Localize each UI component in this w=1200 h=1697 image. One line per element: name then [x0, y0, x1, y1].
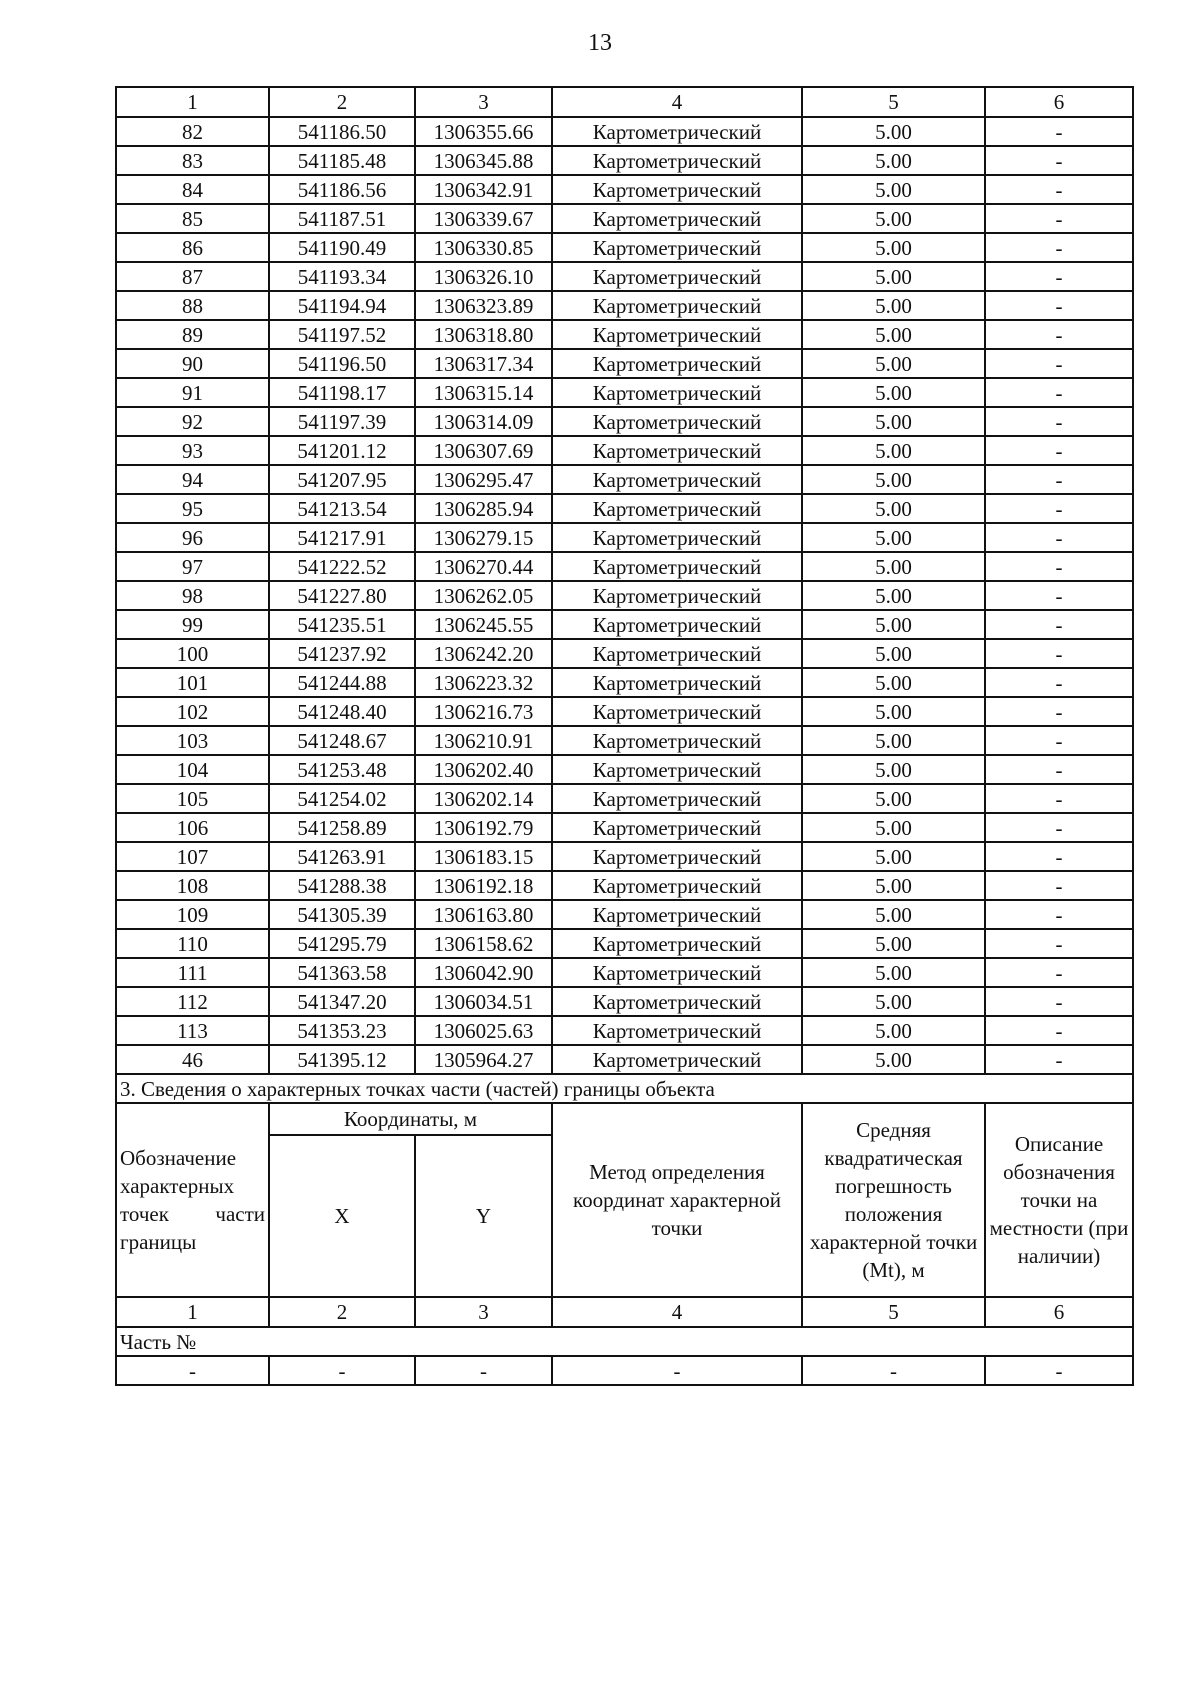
- mt-error: 5.00: [802, 1045, 985, 1074]
- description: -: [985, 987, 1133, 1016]
- description: -: [985, 349, 1133, 378]
- table-row: [116, 755, 1133, 784]
- mt-error: 5.00: [802, 668, 985, 697]
- section3-header-row: [116, 1103, 1133, 1135]
- description: -: [985, 233, 1133, 262]
- mt-error: 5.00: [802, 204, 985, 233]
- column-number: 3: [415, 1297, 552, 1327]
- column-number: 4: [552, 87, 802, 117]
- coord-y: 1306355.66: [415, 117, 552, 146]
- x-header: X: [269, 1135, 415, 1297]
- column-number: 5: [802, 87, 985, 117]
- point-number: 88: [116, 291, 269, 320]
- mt-error: 5.00: [802, 320, 985, 349]
- table-row: [116, 117, 1133, 146]
- mt-error: 5.00: [802, 784, 985, 813]
- table-row: [116, 871, 1133, 900]
- method: Картометрический: [552, 726, 802, 755]
- coord-y: 1306034.51: [415, 987, 552, 1016]
- point-number: 100: [116, 639, 269, 668]
- point-number: 84: [116, 175, 269, 204]
- point-number: 89: [116, 320, 269, 349]
- mt-error: 5.00: [802, 900, 985, 929]
- description: -: [985, 871, 1133, 900]
- table-row: [116, 581, 1133, 610]
- description: -: [985, 378, 1133, 407]
- description: -: [985, 407, 1133, 436]
- mt-error: 5.00: [802, 610, 985, 639]
- mt-error: 5.00: [802, 117, 985, 146]
- coordinates-header: Координаты, м: [269, 1103, 552, 1135]
- table-row: [116, 784, 1133, 813]
- description: -: [985, 465, 1133, 494]
- section3-title-row: [116, 1074, 1133, 1103]
- description: -: [985, 436, 1133, 465]
- mt-error: 5.00: [802, 291, 985, 320]
- table-row: [116, 813, 1133, 842]
- point-number: 82: [116, 117, 269, 146]
- method: Картометрический: [552, 204, 802, 233]
- method: Картометрический: [552, 639, 802, 668]
- description: -: [985, 494, 1133, 523]
- coord-x: 541363.58: [269, 958, 415, 987]
- coord-x: 541197.39: [269, 407, 415, 436]
- mt-error: 5.00: [802, 958, 985, 987]
- table-row: [116, 349, 1133, 378]
- point-number: 99: [116, 610, 269, 639]
- description: -: [985, 175, 1133, 204]
- description: -: [985, 523, 1133, 552]
- coord-y: 1306183.15: [415, 842, 552, 871]
- table-row: [116, 900, 1133, 929]
- description: -: [985, 639, 1133, 668]
- coord-x: 541254.02: [269, 784, 415, 813]
- mt-error: 5.00: [802, 523, 985, 552]
- description: -: [985, 842, 1133, 871]
- description: -: [985, 146, 1133, 175]
- coord-x: 541213.54: [269, 494, 415, 523]
- method: Картометрический: [552, 436, 802, 465]
- method: Картометрический: [552, 900, 802, 929]
- method: Картометрический: [552, 784, 802, 813]
- coord-x: 541198.17: [269, 378, 415, 407]
- description: -: [985, 552, 1133, 581]
- coord-y: 1306158.62: [415, 929, 552, 958]
- mt-error: 5.00: [802, 233, 985, 262]
- coord-x: 541395.12: [269, 1045, 415, 1074]
- mt-error: 5.00: [802, 581, 985, 610]
- point-number: 98: [116, 581, 269, 610]
- coord-x: 541253.48: [269, 755, 415, 784]
- method: Картометрический: [552, 697, 802, 726]
- table-row: [116, 407, 1133, 436]
- method: Картометрический: [552, 465, 802, 494]
- coord-y: 1306330.85: [415, 233, 552, 262]
- coord-y: 1306245.55: [415, 610, 552, 639]
- table-row: [116, 958, 1133, 987]
- point-number: 105: [116, 784, 269, 813]
- method: Картометрический: [552, 668, 802, 697]
- method: Картометрический: [552, 494, 802, 523]
- method: Картометрический: [552, 262, 802, 291]
- description: -: [985, 929, 1133, 958]
- description: -: [985, 117, 1133, 146]
- method: Картометрический: [552, 813, 802, 842]
- mt-error: 5.00: [802, 349, 985, 378]
- method: Картометрический: [552, 581, 802, 610]
- coord-y: 1306326.10: [415, 262, 552, 291]
- description: -: [985, 813, 1133, 842]
- table-row: [116, 639, 1133, 668]
- method: Картометрический: [552, 755, 802, 784]
- mt-error: 5.00: [802, 755, 985, 784]
- method: Картометрический: [552, 610, 802, 639]
- empty-cell: -: [552, 1356, 802, 1385]
- mt-error: 5.00: [802, 175, 985, 204]
- method: Картометрический: [552, 552, 802, 581]
- method: Картометрический: [552, 349, 802, 378]
- mt-error: 5.00: [802, 262, 985, 291]
- mt-error: 5.00: [802, 465, 985, 494]
- column-number: 4: [552, 1297, 802, 1327]
- point-number: 91: [116, 378, 269, 407]
- description: -: [985, 900, 1133, 929]
- column-number: 6: [985, 1297, 1133, 1327]
- point-number: 90: [116, 349, 269, 378]
- method: Картометрический: [552, 320, 802, 349]
- coord-x: 541295.79: [269, 929, 415, 958]
- column-number: 1: [116, 1297, 269, 1327]
- coord-x: 541193.34: [269, 262, 415, 291]
- coord-y: 1306042.90: [415, 958, 552, 987]
- coord-x: 541222.52: [269, 552, 415, 581]
- method-header: Метод определения координат характерной точки: [552, 1103, 802, 1297]
- method: Картометрический: [552, 1016, 802, 1045]
- table-row: [116, 436, 1133, 465]
- empty-cell: -: [802, 1356, 985, 1385]
- method: Картометрический: [552, 523, 802, 552]
- mt-error: 5.00: [802, 929, 985, 958]
- coord-x: 541207.95: [269, 465, 415, 494]
- point-number: 107: [116, 842, 269, 871]
- table-row: [116, 523, 1133, 552]
- coord-x: 541248.40: [269, 697, 415, 726]
- coord-y: 1306279.15: [415, 523, 552, 552]
- point-number: 111: [116, 958, 269, 987]
- coord-x: 541190.49: [269, 233, 415, 262]
- mt-error: 5.00: [802, 987, 985, 1016]
- point-number: 108: [116, 871, 269, 900]
- mt-error: 5.00: [802, 697, 985, 726]
- mt-error: 5.00: [802, 813, 985, 842]
- description: -: [985, 291, 1133, 320]
- mt-error: 5.00: [802, 436, 985, 465]
- coord-y: 1306270.44: [415, 552, 552, 581]
- method: Картометрический: [552, 117, 802, 146]
- mt-error: 5.00: [802, 552, 985, 581]
- coord-x: 541194.94: [269, 291, 415, 320]
- coord-y: 1306025.63: [415, 1016, 552, 1045]
- error-header: Средняя квадратическая погрешность положения характерной точки (Mt), м: [802, 1103, 985, 1297]
- column-number-row: [116, 87, 1133, 117]
- mt-error: 5.00: [802, 726, 985, 755]
- point-number: 83: [116, 146, 269, 175]
- point-number: 106: [116, 813, 269, 842]
- point-number: 97: [116, 552, 269, 581]
- point-number: 95: [116, 494, 269, 523]
- point-number: 93: [116, 436, 269, 465]
- table-row: [116, 233, 1133, 262]
- coord-x: 541288.38: [269, 871, 415, 900]
- coord-y: 1306163.80: [415, 900, 552, 929]
- empty-cell: -: [269, 1356, 415, 1385]
- table-row: [116, 465, 1133, 494]
- coord-x: 541305.39: [269, 900, 415, 929]
- coord-x: 541237.92: [269, 639, 415, 668]
- method: Картометрический: [552, 987, 802, 1016]
- point-number: 86: [116, 233, 269, 262]
- empty-cell: -: [415, 1356, 552, 1385]
- description: -: [985, 697, 1133, 726]
- designation-header: Обозначение характерных точек части границы: [116, 1103, 269, 1297]
- coord-y: 1306216.73: [415, 697, 552, 726]
- point-number: 94: [116, 465, 269, 494]
- description-header: Описание обозначения точки на местности (при наличии): [985, 1103, 1133, 1297]
- table-row: [116, 726, 1133, 755]
- empty-row: [116, 1356, 1133, 1385]
- description: -: [985, 320, 1133, 349]
- coord-x: 541263.91: [269, 842, 415, 871]
- table-row: [116, 842, 1133, 871]
- coord-x: 541347.20: [269, 987, 415, 1016]
- description: -: [985, 1045, 1133, 1074]
- coord-y: 1306307.69: [415, 436, 552, 465]
- table-row: [116, 610, 1133, 639]
- description: -: [985, 755, 1133, 784]
- page-number: 13: [588, 30, 612, 56]
- coord-y: 1306314.09: [415, 407, 552, 436]
- column-number: 6: [985, 87, 1133, 117]
- coord-x: 541227.80: [269, 581, 415, 610]
- empty-cell: -: [985, 1356, 1133, 1385]
- method: Картометрический: [552, 929, 802, 958]
- table-row: [116, 987, 1133, 1016]
- column-number: 5: [802, 1297, 985, 1327]
- column-number: 1: [116, 87, 269, 117]
- method: Картометрический: [552, 233, 802, 262]
- point-number: 85: [116, 204, 269, 233]
- table-row: [116, 262, 1133, 291]
- description: -: [985, 204, 1133, 233]
- method: Картометрический: [552, 146, 802, 175]
- coord-x: 541185.48: [269, 146, 415, 175]
- point-number: 96: [116, 523, 269, 552]
- table-row: [116, 552, 1133, 581]
- point-number: 113: [116, 1016, 269, 1045]
- coord-y: 1306339.67: [415, 204, 552, 233]
- table-row: [116, 668, 1133, 697]
- description: -: [985, 262, 1133, 291]
- table-row: [116, 378, 1133, 407]
- coord-y: 1306342.91: [415, 175, 552, 204]
- table-row: [116, 494, 1133, 523]
- coord-x: 541248.67: [269, 726, 415, 755]
- method: Картометрический: [552, 871, 802, 900]
- coord-y: 1306317.34: [415, 349, 552, 378]
- point-number: 87: [116, 262, 269, 291]
- coord-y: 1306202.40: [415, 755, 552, 784]
- part-row: [116, 1327, 1133, 1356]
- column-number: 3: [415, 87, 552, 117]
- coord-y: 1305964.27: [415, 1045, 552, 1074]
- table-row: [116, 1016, 1133, 1045]
- coord-y: 1306223.32: [415, 668, 552, 697]
- coord-y: 1306295.47: [415, 465, 552, 494]
- description: -: [985, 668, 1133, 697]
- coord-x: 541244.88: [269, 668, 415, 697]
- coord-x: 541217.91: [269, 523, 415, 552]
- coord-x: 541196.50: [269, 349, 415, 378]
- coord-x: 541235.51: [269, 610, 415, 639]
- coord-x: 541186.50: [269, 117, 415, 146]
- mt-error: 5.00: [802, 842, 985, 871]
- method: Картометрический: [552, 958, 802, 987]
- description: -: [985, 581, 1133, 610]
- coord-y: 1306242.20: [415, 639, 552, 668]
- coord-y: 1306285.94: [415, 494, 552, 523]
- y-header: Y: [415, 1135, 552, 1297]
- point-number: 109: [116, 900, 269, 929]
- point-number: 104: [116, 755, 269, 784]
- coord-y: 1306262.05: [415, 581, 552, 610]
- coord-y: 1306323.89: [415, 291, 552, 320]
- mt-error: 5.00: [802, 407, 985, 436]
- coord-y: 1306192.79: [415, 813, 552, 842]
- description: -: [985, 610, 1133, 639]
- description: -: [985, 1016, 1133, 1045]
- coord-x: 541258.89: [269, 813, 415, 842]
- mt-error: 5.00: [802, 146, 985, 175]
- point-number: 103: [116, 726, 269, 755]
- coord-x: 541187.51: [269, 204, 415, 233]
- empty-cell: -: [116, 1356, 269, 1385]
- mt-error: 5.00: [802, 494, 985, 523]
- table-row: [116, 291, 1133, 320]
- table-row: [116, 146, 1133, 175]
- section3-column-number-row: [116, 1297, 1133, 1327]
- column-number: 2: [269, 1297, 415, 1327]
- description: -: [985, 726, 1133, 755]
- section-title: 3. Сведения о характерных точках части (частей) границы объекта: [116, 1074, 1133, 1103]
- mt-error: 5.00: [802, 871, 985, 900]
- point-number: 102: [116, 697, 269, 726]
- coord-y: 1306202.14: [415, 784, 552, 813]
- method: Картометрический: [552, 378, 802, 407]
- coord-y: 1306345.88: [415, 146, 552, 175]
- coordinates-table: [115, 86, 1134, 1386]
- column-number: 2: [269, 87, 415, 117]
- coord-x: 541186.56: [269, 175, 415, 204]
- mt-error: 5.00: [802, 378, 985, 407]
- method: Картометрический: [552, 291, 802, 320]
- table-row: [116, 320, 1133, 349]
- coord-x: 541353.23: [269, 1016, 415, 1045]
- description: -: [985, 784, 1133, 813]
- point-number: 112: [116, 987, 269, 1016]
- coord-y: 1306210.91: [415, 726, 552, 755]
- table-row: [116, 929, 1133, 958]
- table-row: [116, 175, 1133, 204]
- coord-x: 541197.52: [269, 320, 415, 349]
- method: Картометрический: [552, 1045, 802, 1074]
- method: Картометрический: [552, 175, 802, 204]
- part-label: Часть №: [116, 1327, 1133, 1356]
- mt-error: 5.00: [802, 639, 985, 668]
- description: -: [985, 958, 1133, 987]
- mt-error: 5.00: [802, 1016, 985, 1045]
- point-number: 101: [116, 668, 269, 697]
- point-number: 92: [116, 407, 269, 436]
- coord-y: 1306192.18: [415, 871, 552, 900]
- method: Картометрический: [552, 842, 802, 871]
- table-row: [116, 204, 1133, 233]
- coord-y: 1306315.14: [415, 378, 552, 407]
- table-row: [116, 697, 1133, 726]
- point-number: 46: [116, 1045, 269, 1074]
- point-number: 110: [116, 929, 269, 958]
- method: Картометрический: [552, 407, 802, 436]
- coord-y: 1306318.80: [415, 320, 552, 349]
- table-row: [116, 1045, 1133, 1074]
- coord-x: 541201.12: [269, 436, 415, 465]
